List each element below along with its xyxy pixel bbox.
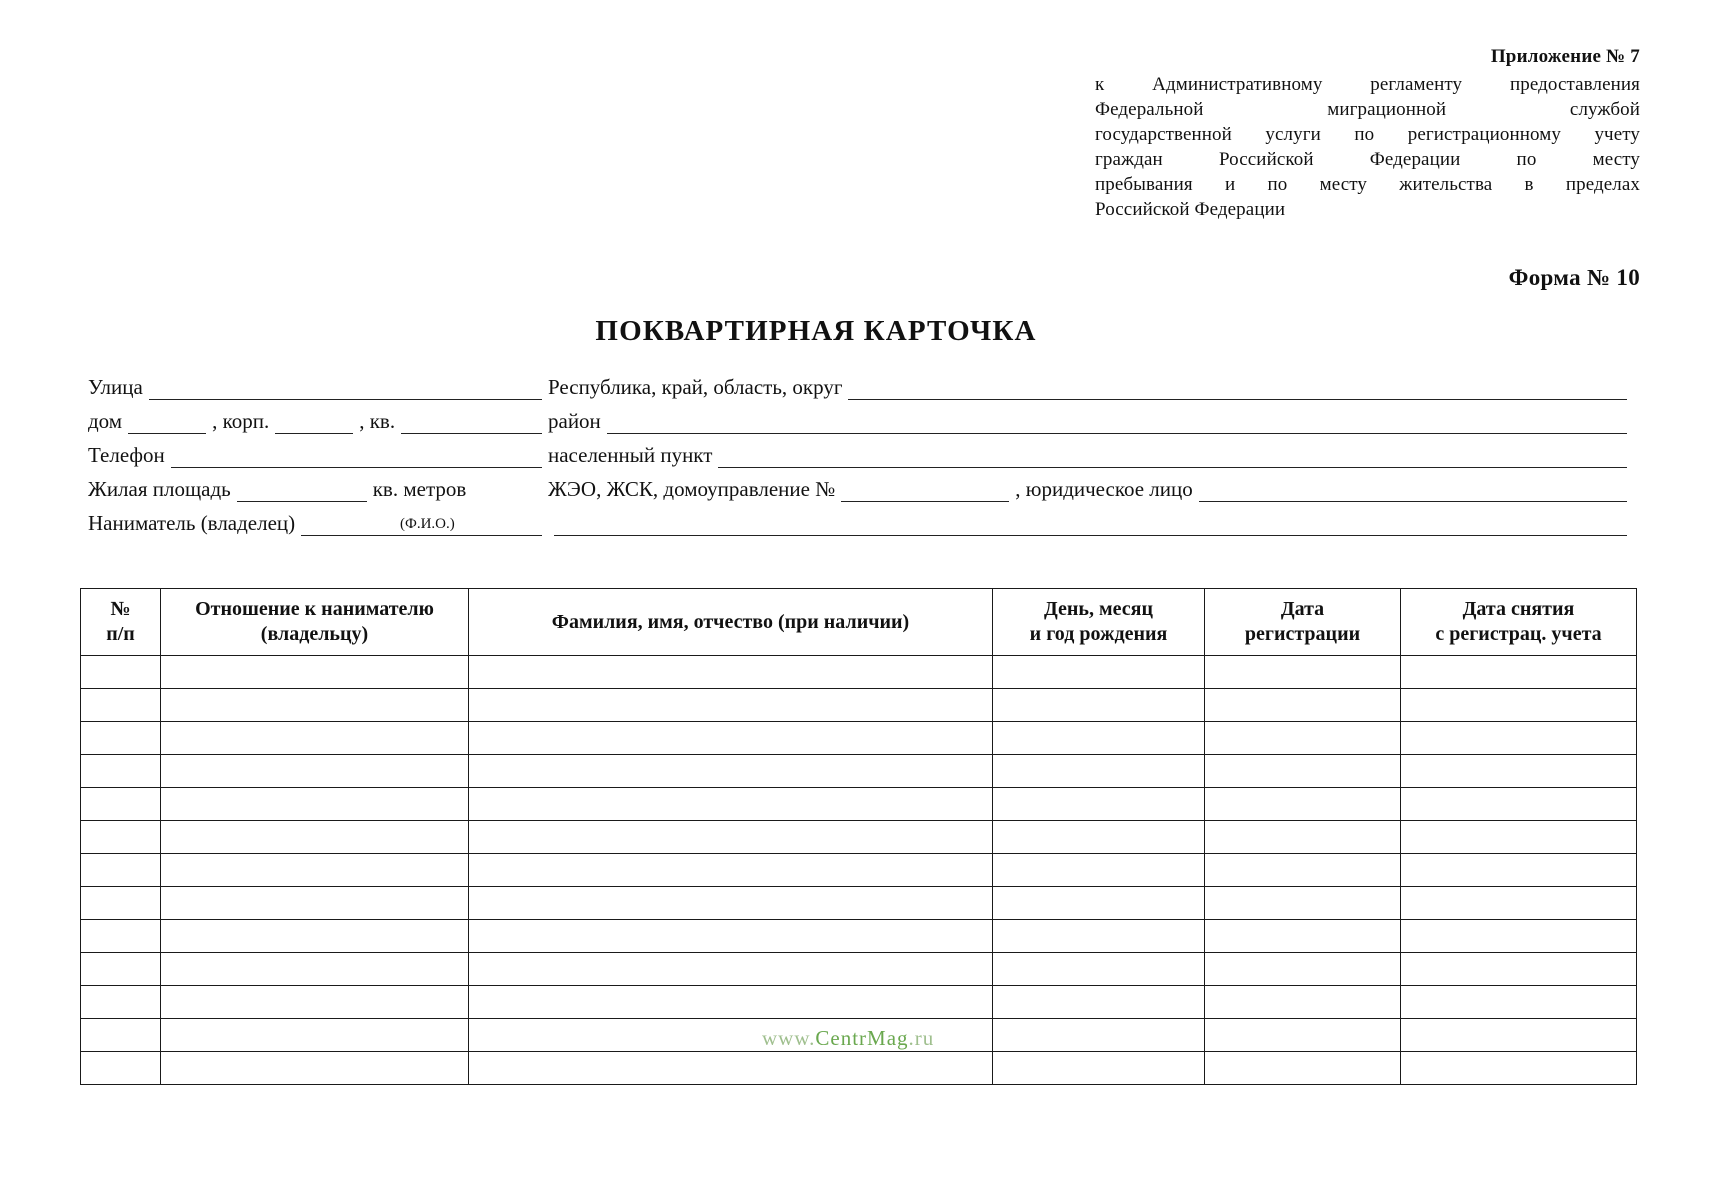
table-row	[81, 986, 1637, 1019]
cell-birthdate[interactable]	[993, 887, 1205, 920]
header-line-4: граждан Российской Федерации по месту	[1095, 149, 1640, 170]
col-header-number	[81, 589, 161, 656]
table-row	[81, 1052, 1637, 1085]
cell-birthdate[interactable]	[993, 689, 1205, 722]
col-header-registration-date-line2: регистрации	[1244, 623, 1361, 645]
org-label: ЖЭО, ЖСК, домоуправление №	[548, 477, 836, 501]
col-header-birthdate-line2: и год рождения	[1029, 623, 1168, 645]
cell-fio[interactable]	[469, 1019, 993, 1052]
table-row	[81, 920, 1637, 953]
region-input[interactable]	[848, 379, 1627, 400]
table-row	[81, 755, 1637, 788]
header-line-1: к Административному регламенту предоставления	[1095, 74, 1640, 95]
table-row	[81, 689, 1637, 722]
cell-birthdate[interactable]	[993, 656, 1205, 689]
cell-deregistration-date[interactable]	[1401, 656, 1637, 689]
header-block	[1095, 44, 1640, 222]
tenant-label: Наниматель (владелец)	[88, 511, 296, 535]
fio-caption: (Ф.И.О.)	[400, 516, 455, 532]
col-header-relation	[161, 589, 469, 656]
cell-number[interactable]	[81, 755, 161, 788]
house-input[interactable]	[128, 413, 206, 434]
form-fields	[88, 366, 1633, 536]
cell-number[interactable]	[81, 953, 161, 986]
building-input[interactable]	[275, 413, 353, 434]
cell-fio[interactable]	[469, 722, 993, 755]
cell-birthdate[interactable]	[993, 1052, 1205, 1085]
cell-fio[interactable]	[469, 986, 993, 1019]
cell-number[interactable]	[81, 1019, 161, 1052]
table-row	[81, 953, 1637, 986]
cell-number[interactable]	[81, 821, 161, 854]
area-input[interactable]	[237, 481, 367, 502]
cell-birthdate[interactable]	[993, 722, 1205, 755]
cell-birthdate[interactable]	[993, 788, 1205, 821]
cell-number[interactable]	[81, 887, 161, 920]
header-line-6: Российской Федерации	[1095, 199, 1286, 220]
col-header-birthdate	[993, 589, 1205, 656]
cell-birthdate[interactable]	[993, 986, 1205, 1019]
cell-registration-date[interactable]	[1205, 722, 1401, 755]
locality-label: населенный пункт	[548, 443, 713, 467]
cell-registration-date[interactable]	[1205, 656, 1401, 689]
cell-registration-date[interactable]	[1205, 986, 1401, 1019]
cell-deregistration-date[interactable]	[1401, 1019, 1637, 1052]
cell-deregistration-date[interactable]	[1401, 887, 1637, 920]
col-header-birthdate-line1: День, месяц	[1044, 598, 1153, 620]
area-units-label: кв. метров	[372, 477, 467, 501]
cell-fio[interactable]	[469, 887, 993, 920]
cell-relation[interactable]	[161, 887, 469, 920]
field-row-tenant	[88, 502, 1633, 536]
cell-fio[interactable]	[469, 953, 993, 986]
form-number: Форма № 10	[1508, 265, 1640, 290]
cell-registration-date[interactable]	[1205, 953, 1401, 986]
field-row-house	[88, 400, 1633, 434]
cell-fio[interactable]	[469, 821, 993, 854]
cell-relation[interactable]	[161, 788, 469, 821]
col-header-relation-line1: Отношение к нанимателю	[195, 598, 434, 620]
cell-fio[interactable]	[469, 656, 993, 689]
col-header-registration-date-line1: Дата	[1280, 598, 1325, 620]
appendix-number: Приложение № 7	[1490, 46, 1640, 67]
table-row	[81, 788, 1637, 821]
table-row	[81, 656, 1637, 689]
legal-entity-label: , юридическое лицо	[1015, 477, 1193, 501]
area-label: Жилая площадь	[88, 477, 231, 501]
cell-fio[interactable]	[469, 788, 993, 821]
col-header-registration-date	[1205, 589, 1401, 656]
cell-relation[interactable]	[161, 953, 469, 986]
cell-registration-date[interactable]	[1205, 854, 1401, 887]
cell-registration-date[interactable]	[1205, 920, 1401, 953]
cell-deregistration-date[interactable]	[1401, 986, 1637, 1019]
cell-number[interactable]	[81, 689, 161, 722]
region-label: Республика, край, область, округ	[548, 375, 843, 399]
cell-relation[interactable]	[161, 1052, 469, 1085]
col-header-relation-line2: (владельцу)	[260, 623, 369, 645]
col-header-number-line1: №	[110, 598, 131, 620]
street-label: Улица	[88, 375, 143, 399]
locality-input[interactable]	[718, 447, 1627, 468]
district-label: район	[548, 409, 601, 433]
cell-birthdate[interactable]	[993, 755, 1205, 788]
cell-registration-date[interactable]	[1205, 887, 1401, 920]
watermark-suffix: .ru	[908, 1026, 935, 1050]
apartment-label: , кв.	[359, 409, 396, 433]
cell-number[interactable]	[81, 920, 161, 953]
phone-input[interactable]	[171, 447, 542, 468]
table-header-row	[81, 589, 1637, 656]
cell-fio[interactable]	[469, 920, 993, 953]
header-line-5: пребывания и по месту жительства в пределах	[1095, 174, 1640, 195]
cell-number[interactable]	[81, 986, 161, 1019]
cell-relation[interactable]	[161, 1019, 469, 1052]
header-line-2: Федеральной миграционной службой	[1095, 99, 1640, 120]
cell-registration-date[interactable]	[1205, 1019, 1401, 1052]
page-title	[0, 315, 1712, 348]
org-input[interactable]	[841, 481, 1009, 502]
cell-number[interactable]	[81, 788, 161, 821]
cell-fio[interactable]	[469, 854, 993, 887]
legal-entity-input[interactable]	[1199, 481, 1627, 502]
tenant-input-continued[interactable]	[554, 515, 1627, 536]
cell-relation[interactable]	[161, 755, 469, 788]
cell-number[interactable]	[81, 1052, 161, 1085]
header-line-3: государственной услуги по регистрационному учету	[1095, 124, 1640, 145]
cell-birthdate[interactable]	[993, 821, 1205, 854]
table-body	[81, 656, 1637, 1085]
cell-relation[interactable]	[161, 689, 469, 722]
building-label: , корп.	[212, 409, 270, 433]
cell-deregistration-date[interactable]	[1401, 689, 1637, 722]
cell-number[interactable]	[81, 656, 161, 689]
cell-fio[interactable]	[469, 689, 993, 722]
cell-deregistration-date[interactable]	[1401, 788, 1637, 821]
field-row-phone	[88, 434, 1633, 468]
watermark-main: CentrMag	[815, 1026, 909, 1050]
phone-label: Телефон	[88, 443, 165, 467]
table-row	[81, 854, 1637, 887]
cell-fio[interactable]	[469, 1052, 993, 1085]
table-row	[81, 1019, 1637, 1052]
cell-deregistration-date[interactable]	[1401, 953, 1637, 986]
cell-deregistration-date[interactable]	[1401, 854, 1637, 887]
cell-birthdate[interactable]	[993, 953, 1205, 986]
cell-registration-date[interactable]	[1205, 755, 1401, 788]
district-input[interactable]	[607, 413, 1627, 434]
table-row	[81, 887, 1637, 920]
col-header-deregistration-date	[1401, 589, 1637, 656]
col-header-deregistration-date-line1: Дата снятия	[1462, 598, 1575, 620]
page-title-text: ПОКВАРТИРНАЯ КАРТОЧКА	[595, 315, 1037, 347]
cell-deregistration-date[interactable]	[1401, 1052, 1637, 1085]
cell-deregistration-date[interactable]	[1401, 920, 1637, 953]
table-row	[81, 722, 1637, 755]
cell-relation[interactable]	[161, 821, 469, 854]
col-header-number-line2: п/п	[106, 623, 135, 645]
cell-registration-date[interactable]	[1205, 788, 1401, 821]
cell-fio[interactable]	[469, 755, 993, 788]
col-header-fio: Фамилия, имя, отчество (при наличии)	[469, 589, 993, 656]
cell-relation[interactable]	[161, 722, 469, 755]
cell-relation[interactable]	[161, 986, 469, 1019]
cell-relation[interactable]	[161, 920, 469, 953]
cell-deregistration-date[interactable]	[1401, 755, 1637, 788]
cell-number[interactable]	[81, 854, 161, 887]
table-row	[81, 821, 1637, 854]
field-row-area	[88, 468, 1633, 502]
cell-registration-date[interactable]	[1205, 821, 1401, 854]
cell-deregistration-date[interactable]	[1401, 722, 1637, 755]
cell-registration-date[interactable]	[1205, 1052, 1401, 1085]
cell-birthdate[interactable]	[993, 1019, 1205, 1052]
cell-number[interactable]	[81, 722, 161, 755]
cell-relation[interactable]	[161, 854, 469, 887]
cell-relation[interactable]	[161, 656, 469, 689]
apartment-input[interactable]	[401, 413, 542, 434]
house-label: дом	[88, 409, 123, 433]
watermark-prefix: www.	[762, 1026, 816, 1050]
field-row-street	[88, 366, 1633, 400]
registration-table	[80, 588, 1637, 1085]
cell-registration-date[interactable]	[1205, 689, 1401, 722]
street-input[interactable]	[149, 379, 542, 400]
cell-birthdate[interactable]	[993, 854, 1205, 887]
cell-deregistration-date[interactable]	[1401, 821, 1637, 854]
cell-birthdate[interactable]	[993, 920, 1205, 953]
col-header-deregistration-date-line2: с регистрац. учета	[1435, 623, 1602, 645]
